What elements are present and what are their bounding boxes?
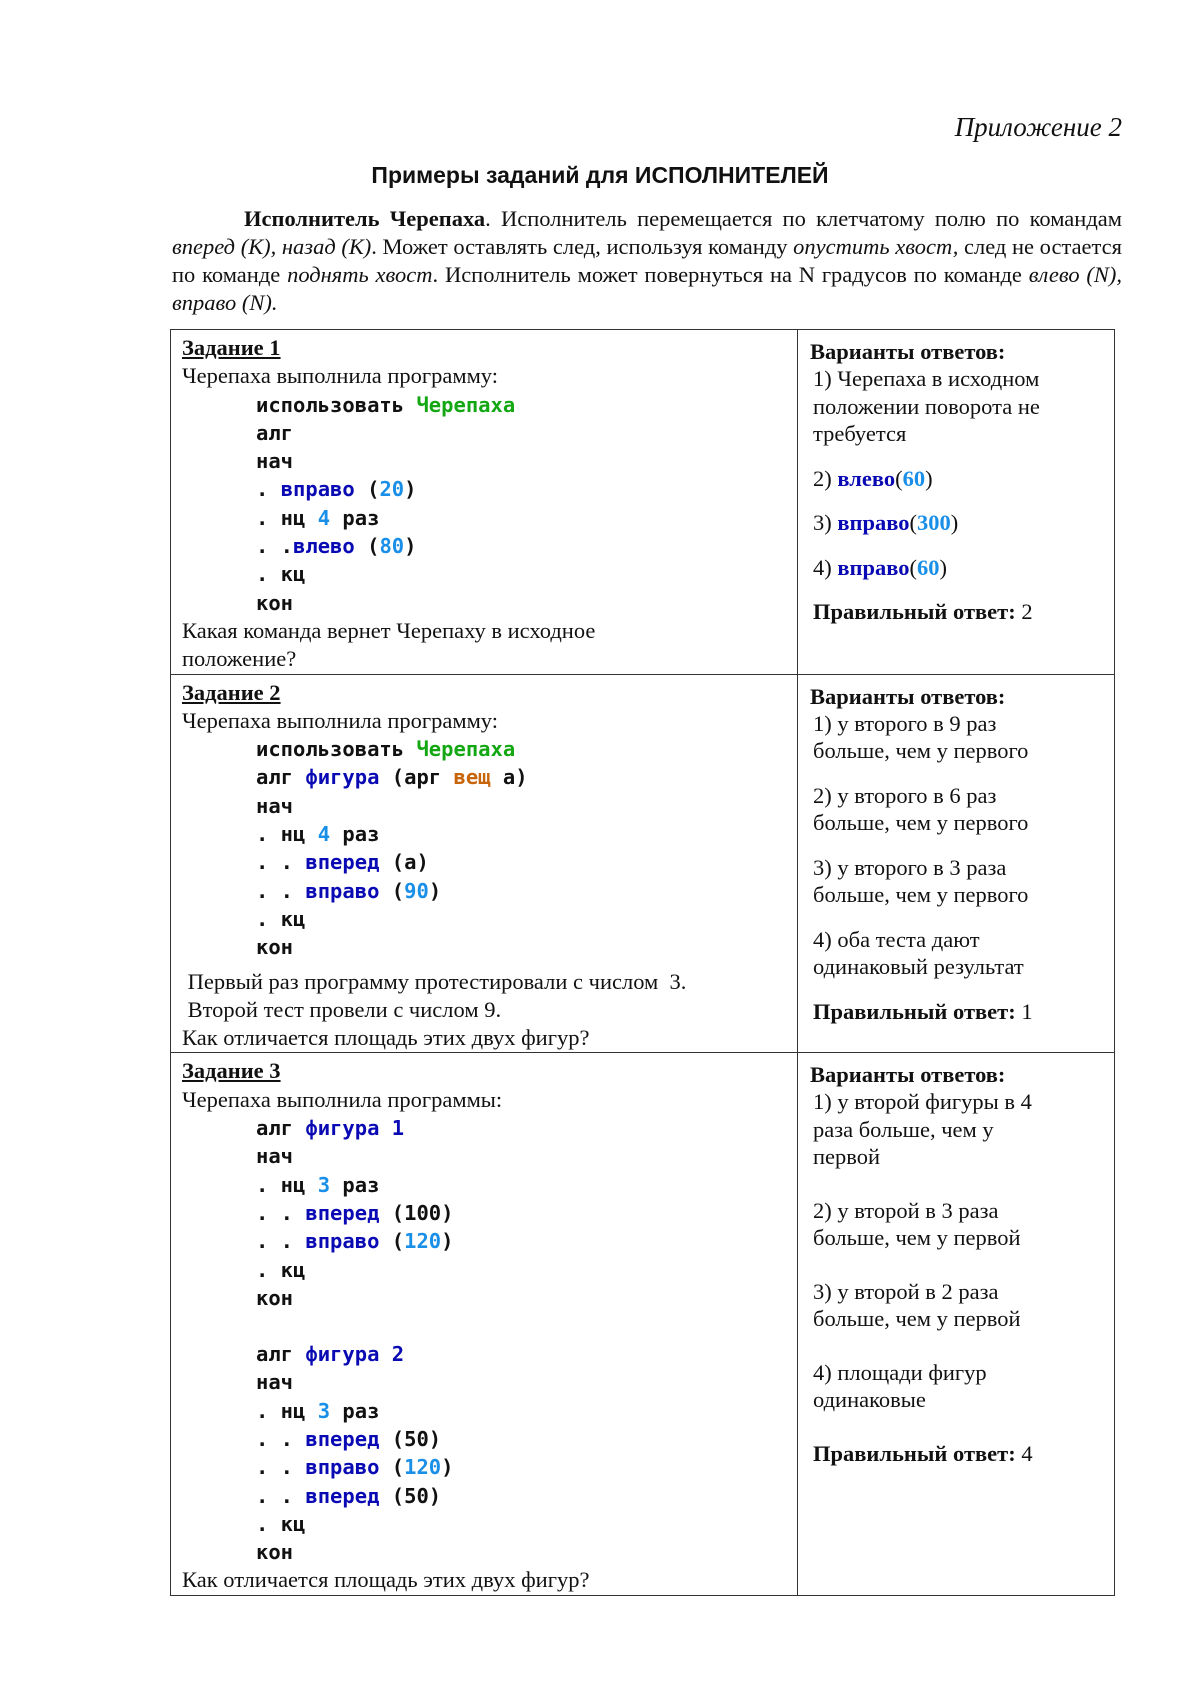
code-token: . . <box>256 1229 305 1253</box>
code-line <box>182 1397 787 1425</box>
answer-option <box>810 710 1106 765</box>
correct-answer <box>810 1440 1106 1467</box>
task-intro: Черепаха выполнила программу: <box>182 707 787 735</box>
code-token: . кц <box>256 907 305 931</box>
task-row <box>171 674 1115 1053</box>
code-token: нач <box>256 1144 293 1168</box>
code-token: вещ <box>454 765 491 789</box>
code-token: 3 <box>318 1399 330 1423</box>
code-token: ) <box>404 534 416 558</box>
task-title: Задание 3 <box>182 1057 787 1085</box>
code-token: кон <box>256 1286 293 1310</box>
code-token: вправо <box>281 477 355 501</box>
code-token: . нц <box>256 822 318 846</box>
code-token: алг <box>256 1116 305 1140</box>
page-title: Примеры заданий для ИСПОЛНИТЕЛЕЙ <box>0 162 1200 189</box>
code-line <box>182 1284 787 1312</box>
answer-option <box>810 465 1106 493</box>
code-token: нач <box>256 1370 293 1394</box>
task-question: Как отличается площадь этих двух фигур? <box>182 1024 787 1052</box>
code-line <box>182 1510 787 1538</box>
answer-text: ) <box>940 555 948 580</box>
code-token: нач <box>256 449 293 473</box>
code-token: 120 <box>404 1229 441 1253</box>
code-line <box>182 792 787 820</box>
code-token: (а) <box>379 850 428 874</box>
correct-answer <box>810 598 1106 625</box>
answer-text: 4) площади фигур одинаковые <box>813 1360 987 1413</box>
answers-cell <box>798 330 1115 675</box>
code-token: (арг <box>379 765 453 789</box>
code-token: . . <box>256 1455 305 1479</box>
code-line <box>182 1227 787 1255</box>
answer-text: ( <box>910 510 918 535</box>
answer-text: вправо <box>837 555 909 580</box>
code-token: 4 <box>318 822 330 846</box>
answer-option <box>810 782 1106 837</box>
correct-label: Правильный ответ: <box>813 999 1016 1024</box>
answer-option <box>810 1197 1106 1252</box>
code-token: вперед <box>305 1484 379 1508</box>
code-line <box>182 848 787 876</box>
code-line <box>182 504 787 532</box>
code-token: Черепаха <box>416 737 515 761</box>
answer-text: 2) у второго в 6 раз больше, чем у первого <box>813 783 1028 836</box>
code-token: использовать <box>256 393 416 417</box>
correct-value: 4 <box>1016 1441 1033 1466</box>
code-token: ( <box>355 477 380 501</box>
task-cell <box>171 1053 798 1595</box>
code-token: раз <box>330 822 379 846</box>
code-token: . . <box>256 1484 305 1508</box>
code-token: ( <box>379 1455 404 1479</box>
intro-lead: Исполнитель Черепаха <box>244 206 485 231</box>
intro-italic: влево (N), вправо (N). <box>172 262 1122 315</box>
answer-text: 60 <box>917 555 940 580</box>
code-line <box>182 1538 787 1566</box>
code-token: кон <box>256 591 293 615</box>
answer-text: 4) оба теста дают одинаковый результат <box>813 927 1024 980</box>
answer-text: ) <box>925 466 933 491</box>
answer-option <box>810 365 1106 448</box>
correct-value: 2 <box>1016 599 1033 624</box>
intro-text: след не остается по команде <box>172 234 1122 287</box>
task-question: положение? <box>182 645 787 673</box>
answer-text: 2) <box>813 466 837 491</box>
code-token: . кц <box>256 562 305 586</box>
code-token: . <box>256 477 281 501</box>
task-question: Какая команда вернет Черепаху в исходное <box>182 617 787 645</box>
code-line <box>182 1453 787 1481</box>
answer-text: 1) Черепаха в исходном положении поворота не требуется <box>813 366 1040 446</box>
code-token: 4 <box>318 506 330 530</box>
answers-cell <box>798 674 1115 1053</box>
answer-text: ) <box>951 510 959 535</box>
correct-label: Правильный ответ: <box>813 1441 1016 1466</box>
task-row <box>171 1053 1115 1595</box>
code-line <box>182 1340 787 1368</box>
code-token: раз <box>330 1173 379 1197</box>
code-token: вправо <box>305 1455 379 1479</box>
code-line <box>182 1312 787 1340</box>
code-token: использовать <box>256 737 416 761</box>
code-line <box>182 1114 787 1142</box>
correct-answer <box>810 998 1106 1025</box>
correct-label: Правильный ответ: <box>813 599 1016 624</box>
code-token: . нц <box>256 506 318 530</box>
code-token: . кц <box>256 1512 305 1536</box>
code-token: кон <box>256 935 293 959</box>
code-token: 80 <box>379 534 404 558</box>
code-line <box>182 905 787 933</box>
correct-value: 1 <box>1016 999 1033 1024</box>
answer-option <box>810 554 1106 582</box>
answer-option <box>810 1278 1106 1333</box>
code-line <box>182 532 787 560</box>
code-token: кон <box>256 1540 293 1564</box>
code-token: . . <box>256 850 305 874</box>
intro-text: . Исполнитель может повернуться на N градусов по команде <box>433 262 1029 287</box>
code-token: . . <box>256 879 305 903</box>
code-token: влево <box>293 534 355 558</box>
code-token: ) <box>429 879 441 903</box>
answer-text: 1) у второй фигуры в 4 раза больше, чем у первой <box>813 1089 1032 1169</box>
code-line <box>182 475 787 503</box>
code-token: нач <box>256 794 293 818</box>
code-token: алг <box>256 421 293 445</box>
answer-text: ( <box>895 466 903 491</box>
task-intro: Черепаха выполнила программу: <box>182 362 787 390</box>
intro-text: . Исполнитель перемещается по клетчатому полю по командам <box>485 206 1122 231</box>
code-token: фигура 1 <box>305 1116 404 1140</box>
code-line <box>182 589 787 617</box>
task-question: Первый раз программу протестировали с числом 3. <box>182 968 787 996</box>
intro-paragraph <box>172 205 1122 317</box>
code-token: ( <box>379 879 404 903</box>
code-token: . нц <box>256 1399 318 1423</box>
task-intro: Черепаха выполнила программы: <box>182 1086 787 1114</box>
answer-text: ( <box>910 555 918 580</box>
code-token: раз <box>330 506 379 530</box>
code-token: фигура <box>305 765 379 789</box>
code-token: вперед <box>305 1201 379 1225</box>
code-token: . . <box>256 1427 305 1451</box>
code-line <box>182 763 787 791</box>
task-row <box>171 330 1115 675</box>
code-line <box>182 1171 787 1199</box>
code-token: (100) <box>379 1201 453 1225</box>
answer-text: вправо <box>837 510 909 535</box>
code-line <box>182 560 787 588</box>
code-token: вперед <box>305 1427 379 1451</box>
code-token: . . <box>256 534 293 558</box>
intro-italic: поднять хвост <box>287 262 432 287</box>
answer-option <box>810 1088 1106 1171</box>
code-line <box>182 1142 787 1170</box>
task-question: Второй тест провели с числом 9. <box>182 996 787 1024</box>
code-line <box>182 735 787 763</box>
code-token: . нц <box>256 1173 318 1197</box>
code-token: (50) <box>379 1484 441 1508</box>
answer-text: 2) у второй в 3 раза больше, чем у первой <box>813 1198 1021 1251</box>
code-token: 120 <box>404 1455 441 1479</box>
code-token: (50) <box>379 1427 441 1451</box>
code-line <box>182 820 787 848</box>
code-token: ( <box>379 1229 404 1253</box>
task-cell <box>171 330 798 675</box>
answer-option <box>810 854 1106 909</box>
answer-text: 1) у второго в 9 раз больше, чем у первого <box>813 711 1028 764</box>
code-line <box>182 1199 787 1227</box>
code-token: раз <box>330 1399 379 1423</box>
code-token: алг <box>256 1342 305 1366</box>
answer-option <box>810 926 1106 981</box>
code-token: 90 <box>404 879 429 903</box>
code-token: 20 <box>379 477 404 501</box>
intro-italic: опустить хвост, <box>793 234 958 259</box>
code-line <box>182 1368 787 1396</box>
code-token: . кц <box>256 1258 305 1282</box>
code-line <box>182 447 787 475</box>
answer-option <box>810 509 1106 537</box>
code-line <box>182 419 787 447</box>
code-token: . . <box>256 1201 305 1225</box>
code-token: алг <box>256 765 305 789</box>
answer-text: 60 <box>903 466 926 491</box>
code-token: ) <box>404 477 416 501</box>
code-line <box>182 877 787 905</box>
answer-text: 300 <box>917 510 951 535</box>
intro-italic: вперед (К), назад (К) <box>172 234 371 259</box>
answer-text: 4) <box>813 555 837 580</box>
code-token: фигура 2 <box>305 1342 404 1366</box>
code-line <box>182 1482 787 1510</box>
task-cell <box>171 674 798 1053</box>
answer-text: 3) <box>813 510 837 535</box>
task-question: Как отличается площадь этих двух фигур? <box>182 1566 787 1594</box>
code-line <box>182 1256 787 1284</box>
appendix-label: Приложение 2 <box>955 112 1122 143</box>
code-line <box>182 933 787 961</box>
code-line <box>182 1425 787 1453</box>
answers-heading: Варианты ответов: <box>810 683 1106 710</box>
task-title: Задание 2 <box>182 679 787 707</box>
answer-text: 3) у второй в 2 раза больше, чем у первой <box>813 1279 1021 1332</box>
code-token: вправо <box>305 1229 379 1253</box>
code-token: вперед <box>305 850 379 874</box>
code-line <box>182 391 787 419</box>
answers-heading: Варианты ответов: <box>810 338 1106 365</box>
code-token: Черепаха <box>416 393 515 417</box>
code-token: ) <box>441 1455 453 1479</box>
task-title: Задание 1 <box>182 334 787 362</box>
answer-option <box>810 1359 1106 1414</box>
answers-cell <box>798 1053 1115 1595</box>
tasks-table <box>170 329 1115 1596</box>
code-token: а) <box>491 765 528 789</box>
code-token: ( <box>355 534 380 558</box>
code-token: вправо <box>305 879 379 903</box>
code-token: 3 <box>318 1173 330 1197</box>
answers-heading: Варианты ответов: <box>810 1061 1106 1088</box>
answer-text: влево <box>837 466 895 491</box>
code-token: ) <box>441 1229 453 1253</box>
intro-text: . Может оставлять след, используя команду <box>371 234 793 259</box>
answer-text: 3) у второго в 3 раза больше, чем у первого <box>813 855 1028 908</box>
